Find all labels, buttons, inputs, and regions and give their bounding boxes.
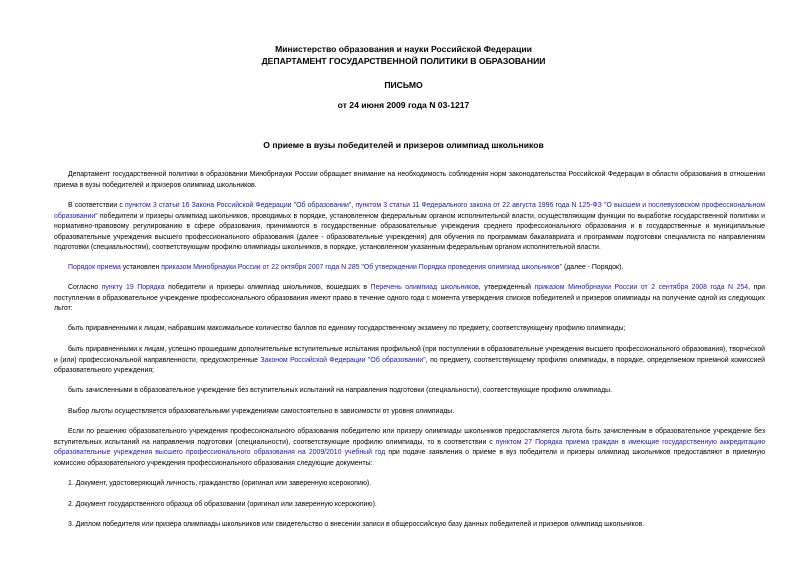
paragraph-intro: Департамент государственной политики в образовании Минобрнауки России обращает внимание на необходимость соблюдения норм законодательства Российской Федерации в области образования в отношении приема в вузы победителей и призеров олимпиад школьников.	[54, 171, 765, 189]
link-admission-order-item27[interactable]: пунктом 27 Порядка приема граждан в имеющие государственную аккредитацию образовательные учреждения высшего профессионального образования на 2009/2010 учебный год	[54, 438, 766, 457]
document-date-number: от 24 июня 2009 года N 03-1217	[337, 100, 470, 110]
paragraph-choice: Выбор льготы осуществляется образовательными учреждениями самостоятельно в зависимости от уровня олимпиады.	[68, 408, 455, 415]
paragraph-text: (далее - Порядок).	[562, 264, 624, 271]
department-name: ДЕПАРТАМЕНТ ГОСУДАРСТВЕННОЙ ПОЛИТИКИ В ОБРАЗОВАНИИ	[261, 56, 546, 66]
paragraph-legal-basis	[54, 201, 765, 254]
document-item-2: 2. Документ государственного образца об образовании (оригинал или заверенную ксерокопию).	[68, 501, 377, 508]
document-type: ПИСЬМО	[384, 80, 423, 90]
paragraph-text: , по предмету, соответствующему профилю олимпиады, в порядке, определяемом приемной комиссией образовательного учреждения;	[54, 356, 765, 375]
document-subject: О приеме в вузы победителей и призеров олимпиад школьников	[263, 140, 544, 150]
paragraph-text: , утвержденный	[478, 284, 535, 291]
link-law-education-art16[interactable]: пунктом 3 статьи 16 Закона Российской Федерации "Об образовании"	[124, 202, 352, 209]
paragraph-text: Если по решению образовательного учреждения профессионального образования победителю или призеру олимпиады школьников предоставляется льгота быть зачисленным в образовательное учреждение без вступительных испытаний на направления подготовки (специальности), соответствующие профилю олимпиады, то в соответствии с	[54, 428, 765, 446]
link-order-254[interactable]: приказом Минобрнауки России от 2 сентября 2008 года N 254	[534, 284, 749, 291]
benefit-no-exams: быть зачисленными в образовательное учреждение без вступительных испытаний на направления подготовки (специальности), соответствующие профилю олимпиады.	[68, 387, 612, 394]
paragraph-text: Согласно	[68, 284, 102, 291]
paragraph-text: установлен	[120, 264, 162, 271]
paragraph-text: В соответствии с	[68, 202, 125, 209]
benefit-max-score: быть приравненными к лицам, набравшим максимальное количество баллов по единому государственному экзамену по предмету, соответствующему профилю олимпиады;	[68, 325, 626, 332]
paragraph-admission-procedure	[54, 263, 765, 274]
link-order-285[interactable]: приказом Минобрнауки России от 22 октября 2007 года N 285 "Об утверждении Порядка проведения олимпиад школьников"	[161, 264, 563, 271]
paragraph-text: победители и призеры олимпиад школьников, проводимых в порядке, установленном федеральным органом исполнительной власти, осуществляющим функции по выработке государственной политики и нормативно-правовому регулированию в сфере образования, принимаются в государственные образовательные учреждения среднего профессионального образования и в государственные и муниципальные образовательные учреждения высшего профессионального образования (далее - образовательные учреждения) для обучения по программам бакалавриата и программам подготовки специалиста по направлениям подготовки (специальностям), соответствующим профилю олимпиады школьников, в порядке, установленном указанным федеральным органом исполнительной власти.	[54, 212, 765, 252]
link-olympiad-list[interactable]: Перечень олимпиад школьников	[370, 284, 479, 291]
benefit-additional-tests	[54, 345, 765, 377]
document-item-1: 1. Документ, удостоверяющий личность, гражданство (оригинал или заверенную ксерокопию).	[68, 480, 372, 487]
paragraph-text: при подаче заявления о приеме в вуз победители и призеры олимпиад школьников предоставляют в приемную комиссию образовательного учреждения профессионального образования следующие документы:	[54, 449, 765, 467]
paragraph-benefits	[54, 283, 765, 315]
paragraph-documents	[54, 427, 765, 469]
document-item-3: 3. Диплом победителя или призера олимпиады школьников или свидетельство о внесении записи в общероссийскую базу данных победителей и призеров олимпиад школьников.	[68, 521, 645, 528]
paragraph-text: быть приравненными к лицам, успешно прошедшим дополнительные вступительные испытания профильной (при поступлении в образовательные учреждения высшего профессионального образования), творческой и (или) профессиональной направленности, предусмотренные	[54, 346, 765, 364]
link-federal-law-125fz[interactable]: пунктом 3 статьи 11 Федерального закона от 22 августа 1996 года N 125-ФЗ "О высшем и послевузовском профессиональном образовании"	[54, 202, 765, 220]
link-admission-procedure[interactable]: Порядок приема	[68, 264, 121, 271]
paragraph-text: ,	[351, 202, 356, 209]
link-law-education[interactable]: Законом Российской Федерации "Об образовании"	[260, 356, 426, 364]
paragraph-text: победители и призеры олимпиад школьников, вошедших в	[164, 284, 371, 291]
ministry-name: Министерство образования и науки Российской Федерации	[275, 44, 532, 54]
link-procedure-item19[interactable]: пункту 19 Порядка	[101, 284, 165, 291]
paragraph-text: , при поступлении в образовательное учреждение профессионального образования имеют право в течение одного года с момента утверждения списков победителей и призеров олимпиады на получение одной из следующих льгот:	[54, 284, 766, 313]
